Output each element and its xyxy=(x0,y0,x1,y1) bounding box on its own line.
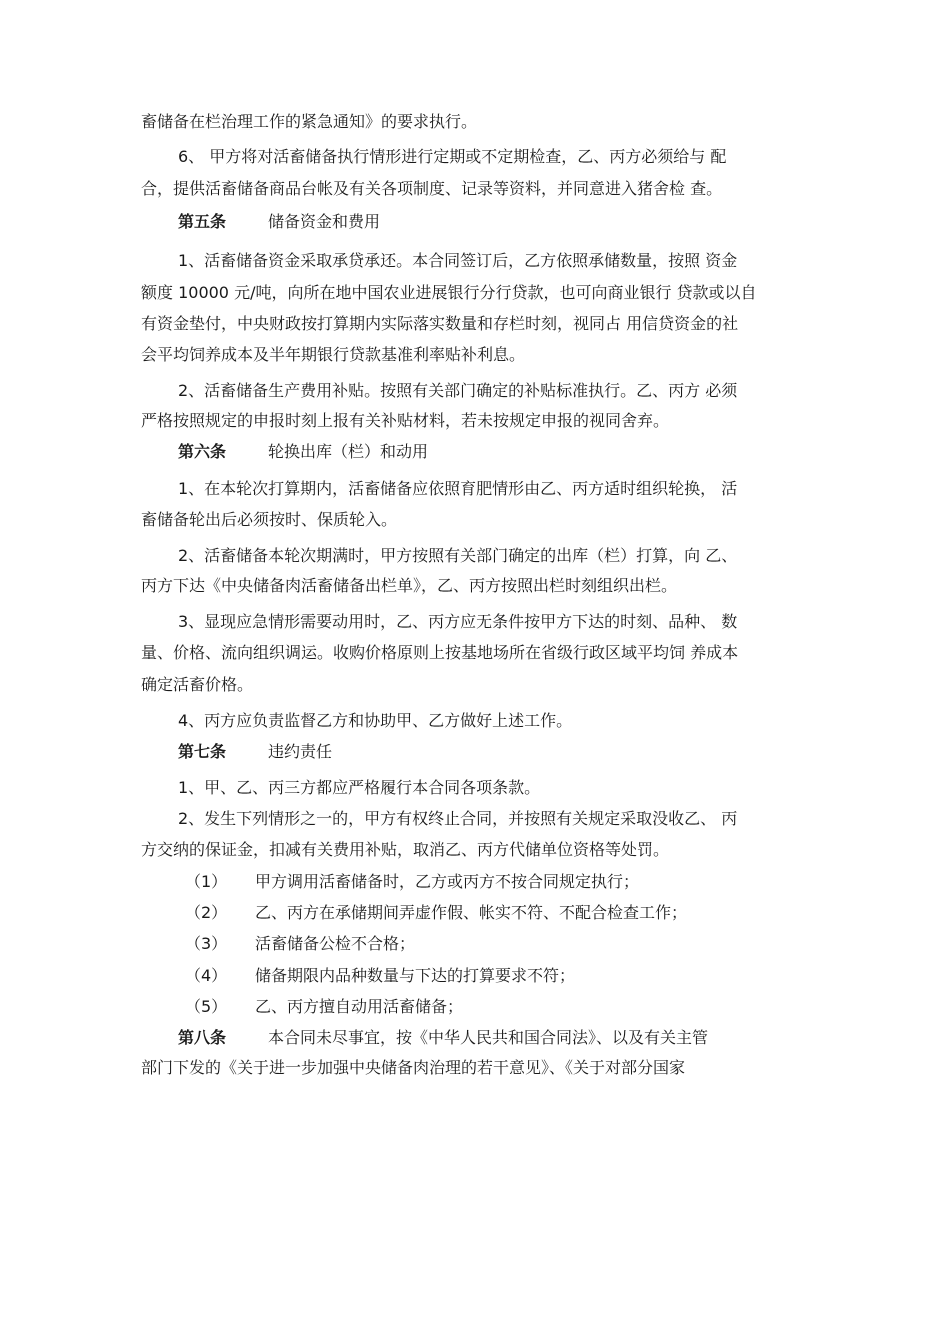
article-6-label: 第六条 xyxy=(178,442,227,461)
paragraph-line: 部门下发的《关于进一步加强中央储备肉治理的若干意见》、《关于对部分国家 xyxy=(141,1058,686,1077)
article-7-title: 违约责任 xyxy=(268,742,333,761)
paragraph-line: 畜储备在栏治理工作的紧急通知》的要求执行。 xyxy=(141,112,478,131)
paragraph-line: 1、甲、乙、丙三方都应严格履行本合同各项条款。 xyxy=(178,778,541,797)
article-6-title: 轮换出库（栏）和动用 xyxy=(268,442,429,461)
paragraph-line: 1、活畜储备资金采取承贷承还。本合同签订后，乙方依照承储数量，按照 资金 xyxy=(178,251,738,270)
paragraph-line: 2、活畜储备本轮次期满时，甲方按照有关部门确定的出库（栏）打算，向 乙、 xyxy=(178,546,738,565)
list-item: 甲方调用活畜储备时，乙方或丙方不按合同规定执行； xyxy=(255,872,640,891)
paragraph-line: 方交纳的保证金，扣减有关费用补贴，取消乙、丙方代储单位资格等处罚。 xyxy=(141,840,670,859)
list-item: 乙、丙方擅自动用活畜储备； xyxy=(255,997,464,1016)
paragraph-line: 2、发生下列情形之一的，甲方有权终止合同，并按照有关规定采取没收乙、 丙 xyxy=(178,809,738,828)
article-8-label: 第八条 xyxy=(178,1028,227,1047)
article-7-label: 第七条 xyxy=(178,742,227,761)
paragraph-line: 合，提供活畜储备商品台帐及有关各项制度、记录等资料，并同意进入猪舍检 查。 xyxy=(141,179,723,198)
list-item: 乙、丙方在承储期间弄虚作假、帐实不符、不配合检查工作； xyxy=(255,903,688,922)
paragraph-line: 丙方下达《中央储备肉活畜储备出栏单》，乙、丙方按照出栏时刻组织出栏。 xyxy=(141,576,678,595)
paragraph-line: 确定活畜价格。 xyxy=(141,675,254,694)
paragraph-line: 4、丙方应负责监督乙方和协助甲、乙方做好上述工作。 xyxy=(178,711,573,730)
paragraph-line: 1、在本轮次打算期内，活畜储备应依照育肥情形由乙、丙方适时组织轮换， 活 xyxy=(178,479,738,498)
article-8-text: 本合同未尽事宜，按《中华人民共和国合同法》、以及有关主管 xyxy=(268,1028,709,1047)
article-5-label: 第五条 xyxy=(178,212,227,231)
article-5-title: 储备资金和费用 xyxy=(268,212,381,231)
list-item-number: （5） xyxy=(185,997,228,1016)
paragraph-line: 2、活畜储备生产费用补贴。按照有关部门确定的补贴标准执行。乙、丙方 必须 xyxy=(178,381,738,400)
paragraph-line: 额度 10000 元/吨，向所在地中国农业进展银行分行贷款，也可向商业银行 贷款或以自 xyxy=(141,283,757,302)
paragraph-line: 会平均饲养成本及半年期银行贷款基准利率贴补利息。 xyxy=(141,345,526,364)
list-item-number: （2） xyxy=(185,903,228,922)
paragraph-line: 6、 甲方将对活畜储备执行情形进行定期或不定期检查，乙、丙方必须给与 配 xyxy=(178,147,727,166)
paragraph-line: 严格按照规定的申报时刻上报有关补贴材料，若未按规定申报的视同舍弃。 xyxy=(141,411,670,430)
paragraph-line: 3、显现应急情形需要动用时，乙、丙方应无条件按甲方下达的时刻、品种、 数 xyxy=(178,612,738,631)
list-item-number: （4） xyxy=(185,966,228,985)
list-item-number: （1） xyxy=(185,872,228,891)
list-item: 储备期限内品种数量与下达的打算要求不符； xyxy=(255,966,576,985)
list-item-number: （3） xyxy=(185,934,228,953)
paragraph-line: 畜储备轮出后必须按时、保质轮入。 xyxy=(141,510,398,529)
list-item: 活畜储备公检不合格； xyxy=(255,934,416,953)
paragraph-line: 有资金垫付，中央财政按打算期内实际落实数量和存栏时刻，视同占 用信贷资金的社 xyxy=(141,314,739,333)
paragraph-line: 量、价格、流向组织调运。收购价格原则上按基地场所在省级行政区域平均饲 养成本 xyxy=(141,643,739,662)
